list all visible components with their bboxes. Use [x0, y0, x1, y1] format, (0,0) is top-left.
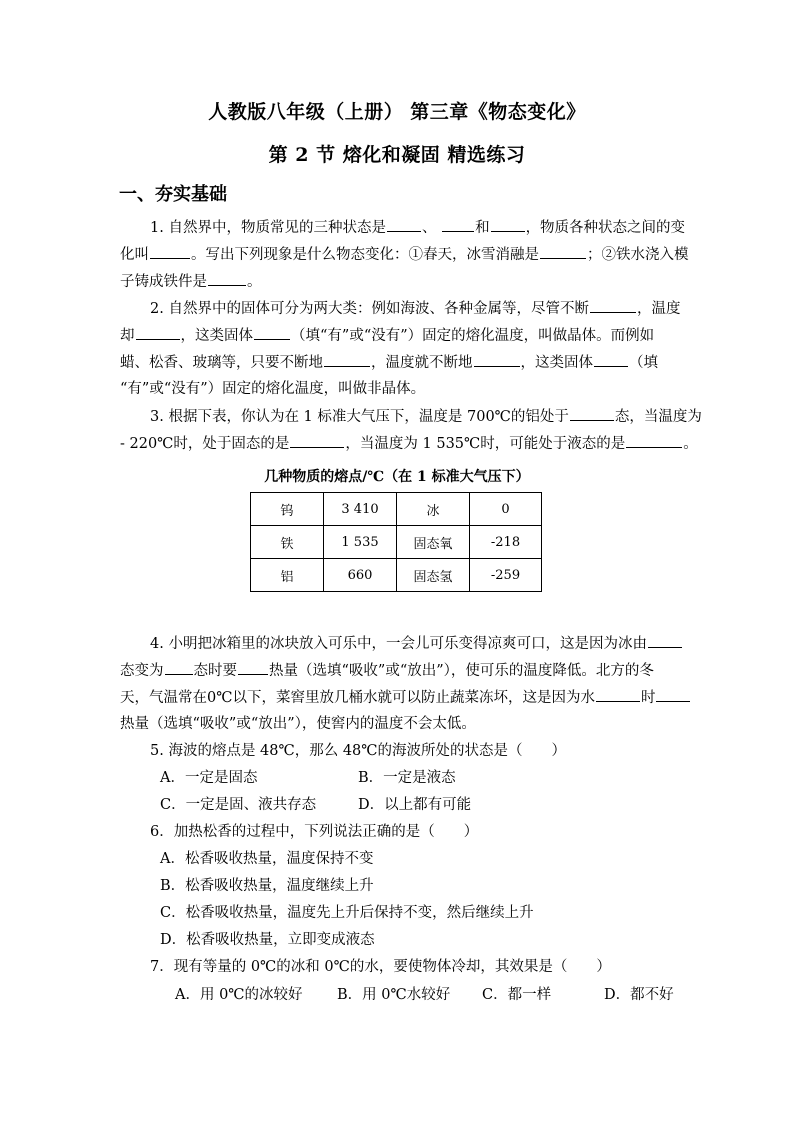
- q7-option-a[interactable]: A．用 0℃的冰较好: [175, 987, 303, 1003]
- answer-blank[interactable]: [570, 406, 614, 421]
- q6-option-a[interactable]: A．松香吸收热量，温度保持不变: [160, 851, 374, 867]
- title-line-1: 人教版八年级（上册） 第三章《物态变化》: [208, 101, 586, 123]
- answer-blank[interactable]: [254, 325, 290, 340]
- table-cell: 3 410: [324, 493, 397, 526]
- title-line-2: 第 2 节 熔化和凝固 精选练习: [268, 144, 526, 166]
- q7-option-d[interactable]: D．都不好: [604, 987, 674, 1003]
- answer-blank[interactable]: [596, 687, 640, 702]
- table-caption: 几种物质的熔点/℃（在 1 标准大气压下）: [264, 469, 530, 485]
- q1-line-2: 化叫 。写出下列现象是什么物态变化：①春天，冰雪消融是 ；②铁水浇入模: [120, 244, 689, 265]
- q1-line-1: 1. 自然界中，物质常见的三种状态是 、 和 ，物质各种状态之间的变: [150, 217, 685, 238]
- answer-blank[interactable]: [491, 217, 525, 232]
- section-heading: 一、夯实基础: [119, 184, 227, 205]
- q5-option-c[interactable]: C．一定是固、液共存态: [160, 797, 317, 813]
- answer-blank[interactable]: [324, 352, 370, 367]
- answer-blank[interactable]: [626, 433, 682, 448]
- q5-option-d[interactable]: D．以上都有可能: [358, 797, 472, 813]
- answer-blank[interactable]: [208, 271, 246, 286]
- answer-blank[interactable]: [387, 217, 421, 232]
- q2-line-1: 2. 自然界中的固体可分为两大类：例如海波、各种金属等，尽管不断 ，温度: [150, 298, 680, 319]
- answer-blank[interactable]: [540, 244, 586, 259]
- table-cell: -259: [470, 559, 542, 592]
- q5-option-b[interactable]: B．一定是液态: [358, 770, 456, 786]
- q6-option-c[interactable]: C．松香吸收热量，温度先上升后保持不变，然后继续上升: [160, 905, 534, 921]
- q5-stem: 5. 海波的熔点是 48℃，那么 48℃的海波所处的状态是（ ）: [150, 743, 567, 759]
- answer-blank[interactable]: [238, 660, 268, 675]
- q4-line-2: 态变为 态时要 热量（选填“吸收”或“放出”），使可乐的温度降低。北方的冬: [120, 660, 654, 681]
- q4-line-1: 4. 小明把冰箱里的冰块放入可乐中，一会儿可乐变得凉爽可口，这是因为冰由: [150, 633, 683, 654]
- melting-point-table: [250, 492, 542, 592]
- answer-blank[interactable]: [656, 687, 690, 702]
- q6-option-d[interactable]: D．松香吸收热量，立即变成液态: [160, 932, 375, 948]
- table-cell: 0: [470, 493, 542, 526]
- answer-blank[interactable]: [150, 244, 190, 259]
- answer-blank[interactable]: [290, 433, 344, 448]
- table-cell: 固态氢: [397, 559, 470, 592]
- table-cell: 固态氧: [397, 526, 470, 559]
- answer-blank[interactable]: [442, 217, 474, 232]
- table-row: [251, 493, 542, 526]
- answer-blank[interactable]: [474, 352, 520, 367]
- table-cell: 铝: [251, 559, 324, 592]
- answer-blank[interactable]: [594, 352, 628, 367]
- table-cell: 铁: [251, 526, 324, 559]
- q1-line-3: 子铸成铁件是 。: [120, 271, 262, 292]
- q4-line-3: 天，气温常在0℃以下，菜窖里放几桶水就可以防止蔬菜冻坏，这是因为水 时: [120, 687, 691, 708]
- q6-option-b[interactable]: B．松香吸收热量，温度继续上升: [160, 878, 374, 894]
- q5-option-a[interactable]: A．一定是固态: [160, 770, 258, 786]
- q7-option-c[interactable]: C．都一样: [482, 987, 552, 1003]
- answer-blank[interactable]: [648, 633, 682, 648]
- q2-line-2: 却 ，这类固体 （填“有”或“没有”）固定的熔化温度，叫做晶体。而例如: [120, 325, 654, 346]
- table-cell: 1 535: [324, 526, 397, 559]
- q7-stem: 7．现有等量的 0℃的冰和 0℃的水，要使物体冷却，其效果是（ ）: [150, 959, 611, 975]
- table-row: [251, 559, 542, 592]
- table-cell: 660: [324, 559, 397, 592]
- answer-blank[interactable]: [165, 660, 193, 675]
- q6-stem: 6．加热松香的过程中，下列说法正确的是（ ）: [150, 824, 479, 840]
- q2-line-4: “有”或“没有”）固定的熔化温度，叫做非晶体。: [120, 381, 426, 397]
- answer-blank[interactable]: [590, 298, 636, 313]
- q2-line-3: 蜡、松香、玻璃等，只要不断地 ，温度就不断地 ，这类固体 （填: [120, 352, 658, 373]
- table-cell: 冰: [397, 493, 470, 526]
- q7-option-b[interactable]: B．用 0℃水较好: [337, 987, 451, 1003]
- q4-line-4: 热量（选填“吸收”或“放出”），使窖内的温度不会太低。: [120, 716, 476, 732]
- table-cell: -218: [470, 526, 542, 559]
- answer-blank[interactable]: [136, 325, 180, 340]
- table-row: [251, 526, 542, 559]
- q3-line-2: - 220℃时，处于固态的是 ，当温度为 1 535℃时，可能处于液态的是 。: [120, 433, 698, 454]
- q3-line-1: 3. 根据下表，你认为在 1 标准大气压下，温度是 700℃的铝处于 态，当温度为: [150, 406, 702, 427]
- table-cell: 钨: [251, 493, 324, 526]
